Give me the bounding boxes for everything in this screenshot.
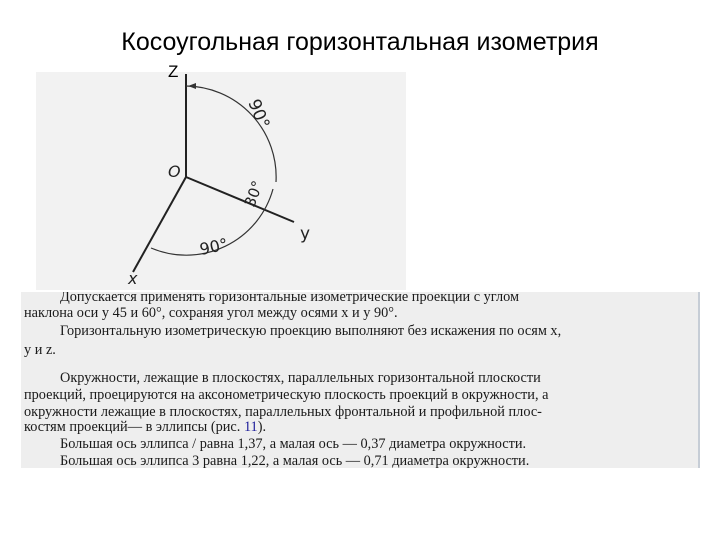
ellipse-line: Большая ось эллипса / равна 1,37, а малая ось — 0,37 диаметра окружности. [60, 436, 527, 452]
text-line: наклона оси y 45 и 60°, сохраняя угол между осями x и y 90°. [24, 305, 398, 321]
textbook-excerpt [21, 292, 700, 468]
text-line: Допускается применять горизонтальные изометрические проекции с углом [60, 292, 520, 305]
axes-diagram [36, 72, 406, 290]
text-line: Горизонтальную изометрическую проекцию выполняют без искажения по осям x, [60, 323, 562, 339]
angle-middle-label: 30° [240, 178, 267, 210]
text-line: окружности лежащие в плоскостях, параллельных фронтальной и профильной плос- [24, 404, 542, 420]
x-axis [133, 177, 186, 272]
angle-bottom-label: 90° [197, 234, 230, 259]
x-axis-label: x [128, 269, 138, 288]
arc-z-y-arrow [188, 83, 196, 89]
angle-top-label: 90° [243, 96, 274, 132]
text-line: костям проекций— в эллипсы (рис. [24, 419, 241, 435]
y-axis-label: y [300, 224, 311, 244]
text-line: Окружности, лежащие в плоскостях, параллельных горизонтальной плоскости [60, 370, 541, 386]
slide-title: Косоугольная горизонтальная изометрия [121, 28, 599, 56]
text-line: y и z. [24, 342, 56, 358]
text-line: проекций, проецируются на аксонометрическую плоскость проекций в окружности, а [24, 387, 549, 403]
ellipse-line: Большая ось эллипса 3 равна 1,22, а малая ось — 0,71 диаметра окружности. [60, 453, 530, 468]
figure-ref-link[interactable]: 11 [243, 419, 258, 435]
y-axis [186, 177, 294, 222]
figure-ref-suffix: ). [257, 419, 267, 435]
origin-label: O [168, 162, 181, 181]
z-axis-label: Z [168, 62, 179, 81]
text-line-with-ref [21, 419, 700, 435]
